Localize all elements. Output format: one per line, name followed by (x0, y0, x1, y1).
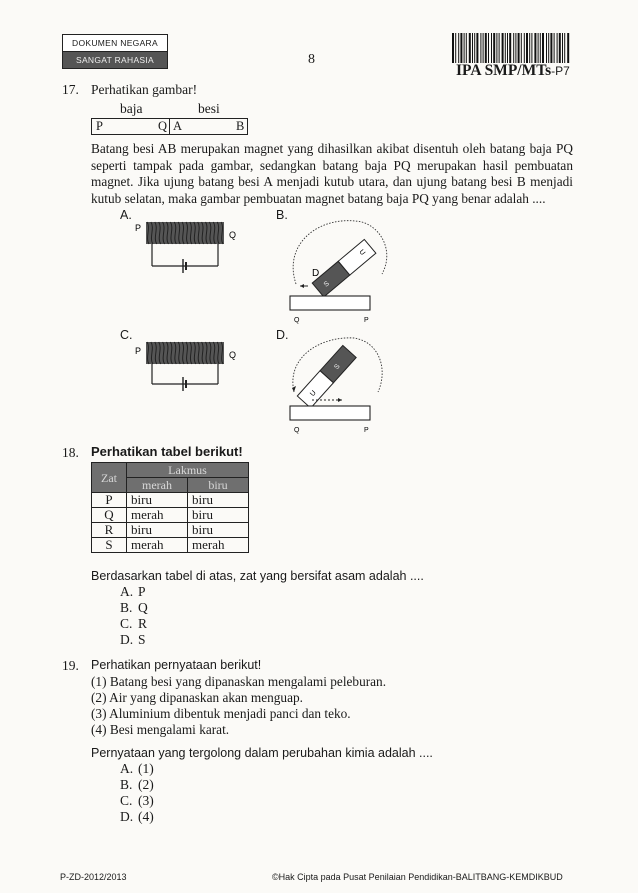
choice-text: S (138, 632, 146, 647)
opt-a-p: P (135, 223, 142, 233)
opt-b-q: Q (294, 317, 300, 324)
q17-label-baja: baja (120, 101, 143, 116)
q19-statement-1: (1) Batang besi yang dipanaskan mengalami peleburan. (91, 674, 387, 689)
opt-b-d: D (312, 268, 320, 279)
q19-choice-c[interactable] (120, 793, 154, 809)
q17-bar-diagram (91, 118, 248, 135)
choice-letter: A. (120, 584, 134, 599)
q17-paragraph: Batang besi AB merupakan magnet yang dihasilkan akibat disentuh oleh batang baja PQ seperti tampak pada gambar, sedangkan batang baja PQ merupakan hasil pembuatan magnet. Jika ujung batang besi A menjadi kutub utara, dan ujung batang besi B menjadi kutub selatan, maka gambar pembuatan magnet batang baja PQ yang benar adalah .... (91, 141, 573, 206)
steel-bar-icon (290, 406, 370, 420)
q18-number: 18. (62, 445, 79, 460)
th-merah: merah (127, 478, 188, 493)
q18-choice-c[interactable] (120, 616, 147, 632)
stamp-sangat-rahasia: SANGAT RAHASIA (62, 51, 168, 69)
subject-mark: -P7 (551, 64, 570, 78)
q18-question: Berdasarkan tabel di atas, zat yang bersifat asam adalah .... (91, 569, 424, 583)
bar-end-q: Q (158, 119, 168, 133)
footer-code: P-ZD-2012/2013 (60, 872, 127, 882)
table-row (92, 508, 249, 523)
q19-choice-b[interactable] (120, 777, 154, 793)
stamp-dokumen-negara: DOKUMEN NEGARA (62, 34, 168, 52)
opt-a-q: Q (229, 230, 237, 240)
cell-zat: S (92, 538, 127, 553)
q19-statement-2: (2) Air yang dipanaskan akan menguap. (91, 690, 303, 705)
q17-option-c-figure (128, 338, 248, 394)
opt-d-s: S (333, 363, 342, 372)
q19-prompt: Perhatikan pernyataan berikut! (91, 658, 262, 672)
bar-end-p: P (96, 119, 103, 133)
table-row (92, 493, 249, 508)
cell-merah: biru (127, 493, 188, 508)
cell-biru: biru (188, 523, 249, 538)
cell-zat: P (92, 493, 127, 508)
q19-choice-d[interactable] (120, 809, 154, 825)
choice-letter: B. (120, 600, 133, 615)
bar-divider (169, 119, 170, 134)
choice-letter: C. (120, 793, 133, 808)
choice-letter: D. (120, 809, 134, 824)
footer-copyright: ©Hak Cipta pada Pusat Penilaian Pendidikan-BALITBANG-KEMDIKBUD (272, 872, 563, 882)
q19-question: Pernyataan yang tergolong dalam perubahan kimia adalah .... (91, 746, 433, 760)
q17-option-a-figure (128, 214, 248, 274)
q17-option-d-label: D. (276, 328, 289, 342)
q19-number: 19. (62, 658, 79, 673)
cell-zat: R (92, 523, 127, 538)
cell-biru: merah (188, 538, 249, 553)
q17-prompt: Perhatikan gambar! (91, 82, 198, 97)
table-row (92, 538, 249, 553)
q19-choice-a[interactable] (120, 761, 154, 777)
choice-letter: A. (120, 761, 134, 776)
cell-merah: biru (127, 523, 188, 538)
th-lakmus: Lakmus (127, 463, 249, 478)
cell-merah: merah (127, 538, 188, 553)
cell-merah: merah (127, 508, 188, 523)
choice-text: R (138, 616, 148, 631)
cell-biru: biru (188, 493, 249, 508)
q17-option-c-label: C. (120, 328, 133, 342)
q17-option-b-figure (282, 212, 392, 324)
q19-statement-3: (3) Aluminium dibentuk menjadi panci dan teko. (91, 706, 351, 721)
q18-prompt: Perhatikan tabel berikut! (91, 444, 243, 459)
litmus-table (91, 462, 249, 553)
choice-text: (2) (138, 777, 154, 792)
bar-end-a: A (173, 119, 183, 133)
subject-name: IPA SMP/MTs (456, 62, 552, 79)
q17-number: 17. (62, 82, 79, 97)
choice-text: (1) (138, 761, 154, 776)
barcode-icon (452, 33, 572, 63)
opt-b-u: U (357, 248, 367, 257)
q18-choice-a[interactable] (120, 584, 146, 600)
choice-letter: B. (120, 777, 133, 792)
opt-d-p: P (364, 427, 369, 434)
table-row (92, 523, 249, 538)
opt-d-u: U (309, 389, 318, 398)
q17-label-besi: besi (198, 101, 220, 116)
q18-choice-b[interactable] (120, 600, 148, 616)
q19-statement-4: (4) Besi mengalami karat. (91, 722, 230, 737)
subject-title (456, 62, 570, 80)
coil-bar-icon (146, 342, 224, 364)
q17-option-a-label: A. (120, 208, 132, 222)
q17-option-b-label: B. (276, 208, 288, 222)
choice-text: Q (138, 600, 148, 615)
cell-biru: biru (188, 508, 249, 523)
coil-bar-icon (146, 222, 224, 244)
choice-letter: D. (120, 632, 134, 647)
cell-zat: Q (92, 508, 127, 523)
opt-b-s: S (322, 280, 331, 289)
choice-text: (3) (138, 793, 154, 808)
th-zat: Zat (92, 463, 127, 493)
q18-choice-d[interactable] (120, 632, 146, 648)
choice-text: (4) (138, 809, 154, 824)
opt-d-q: Q (294, 427, 300, 434)
choice-text: P (138, 584, 146, 599)
opt-c-q: Q (229, 350, 237, 360)
steel-bar-icon (290, 296, 370, 310)
bar-end-b: B (236, 119, 245, 133)
choice-letter: C. (120, 616, 133, 631)
opt-c-p: P (135, 346, 142, 356)
page-number: 8 (308, 52, 315, 67)
q17-option-d-figure (282, 330, 392, 434)
opt-b-p: P (364, 317, 369, 324)
th-biru: biru (188, 478, 249, 493)
